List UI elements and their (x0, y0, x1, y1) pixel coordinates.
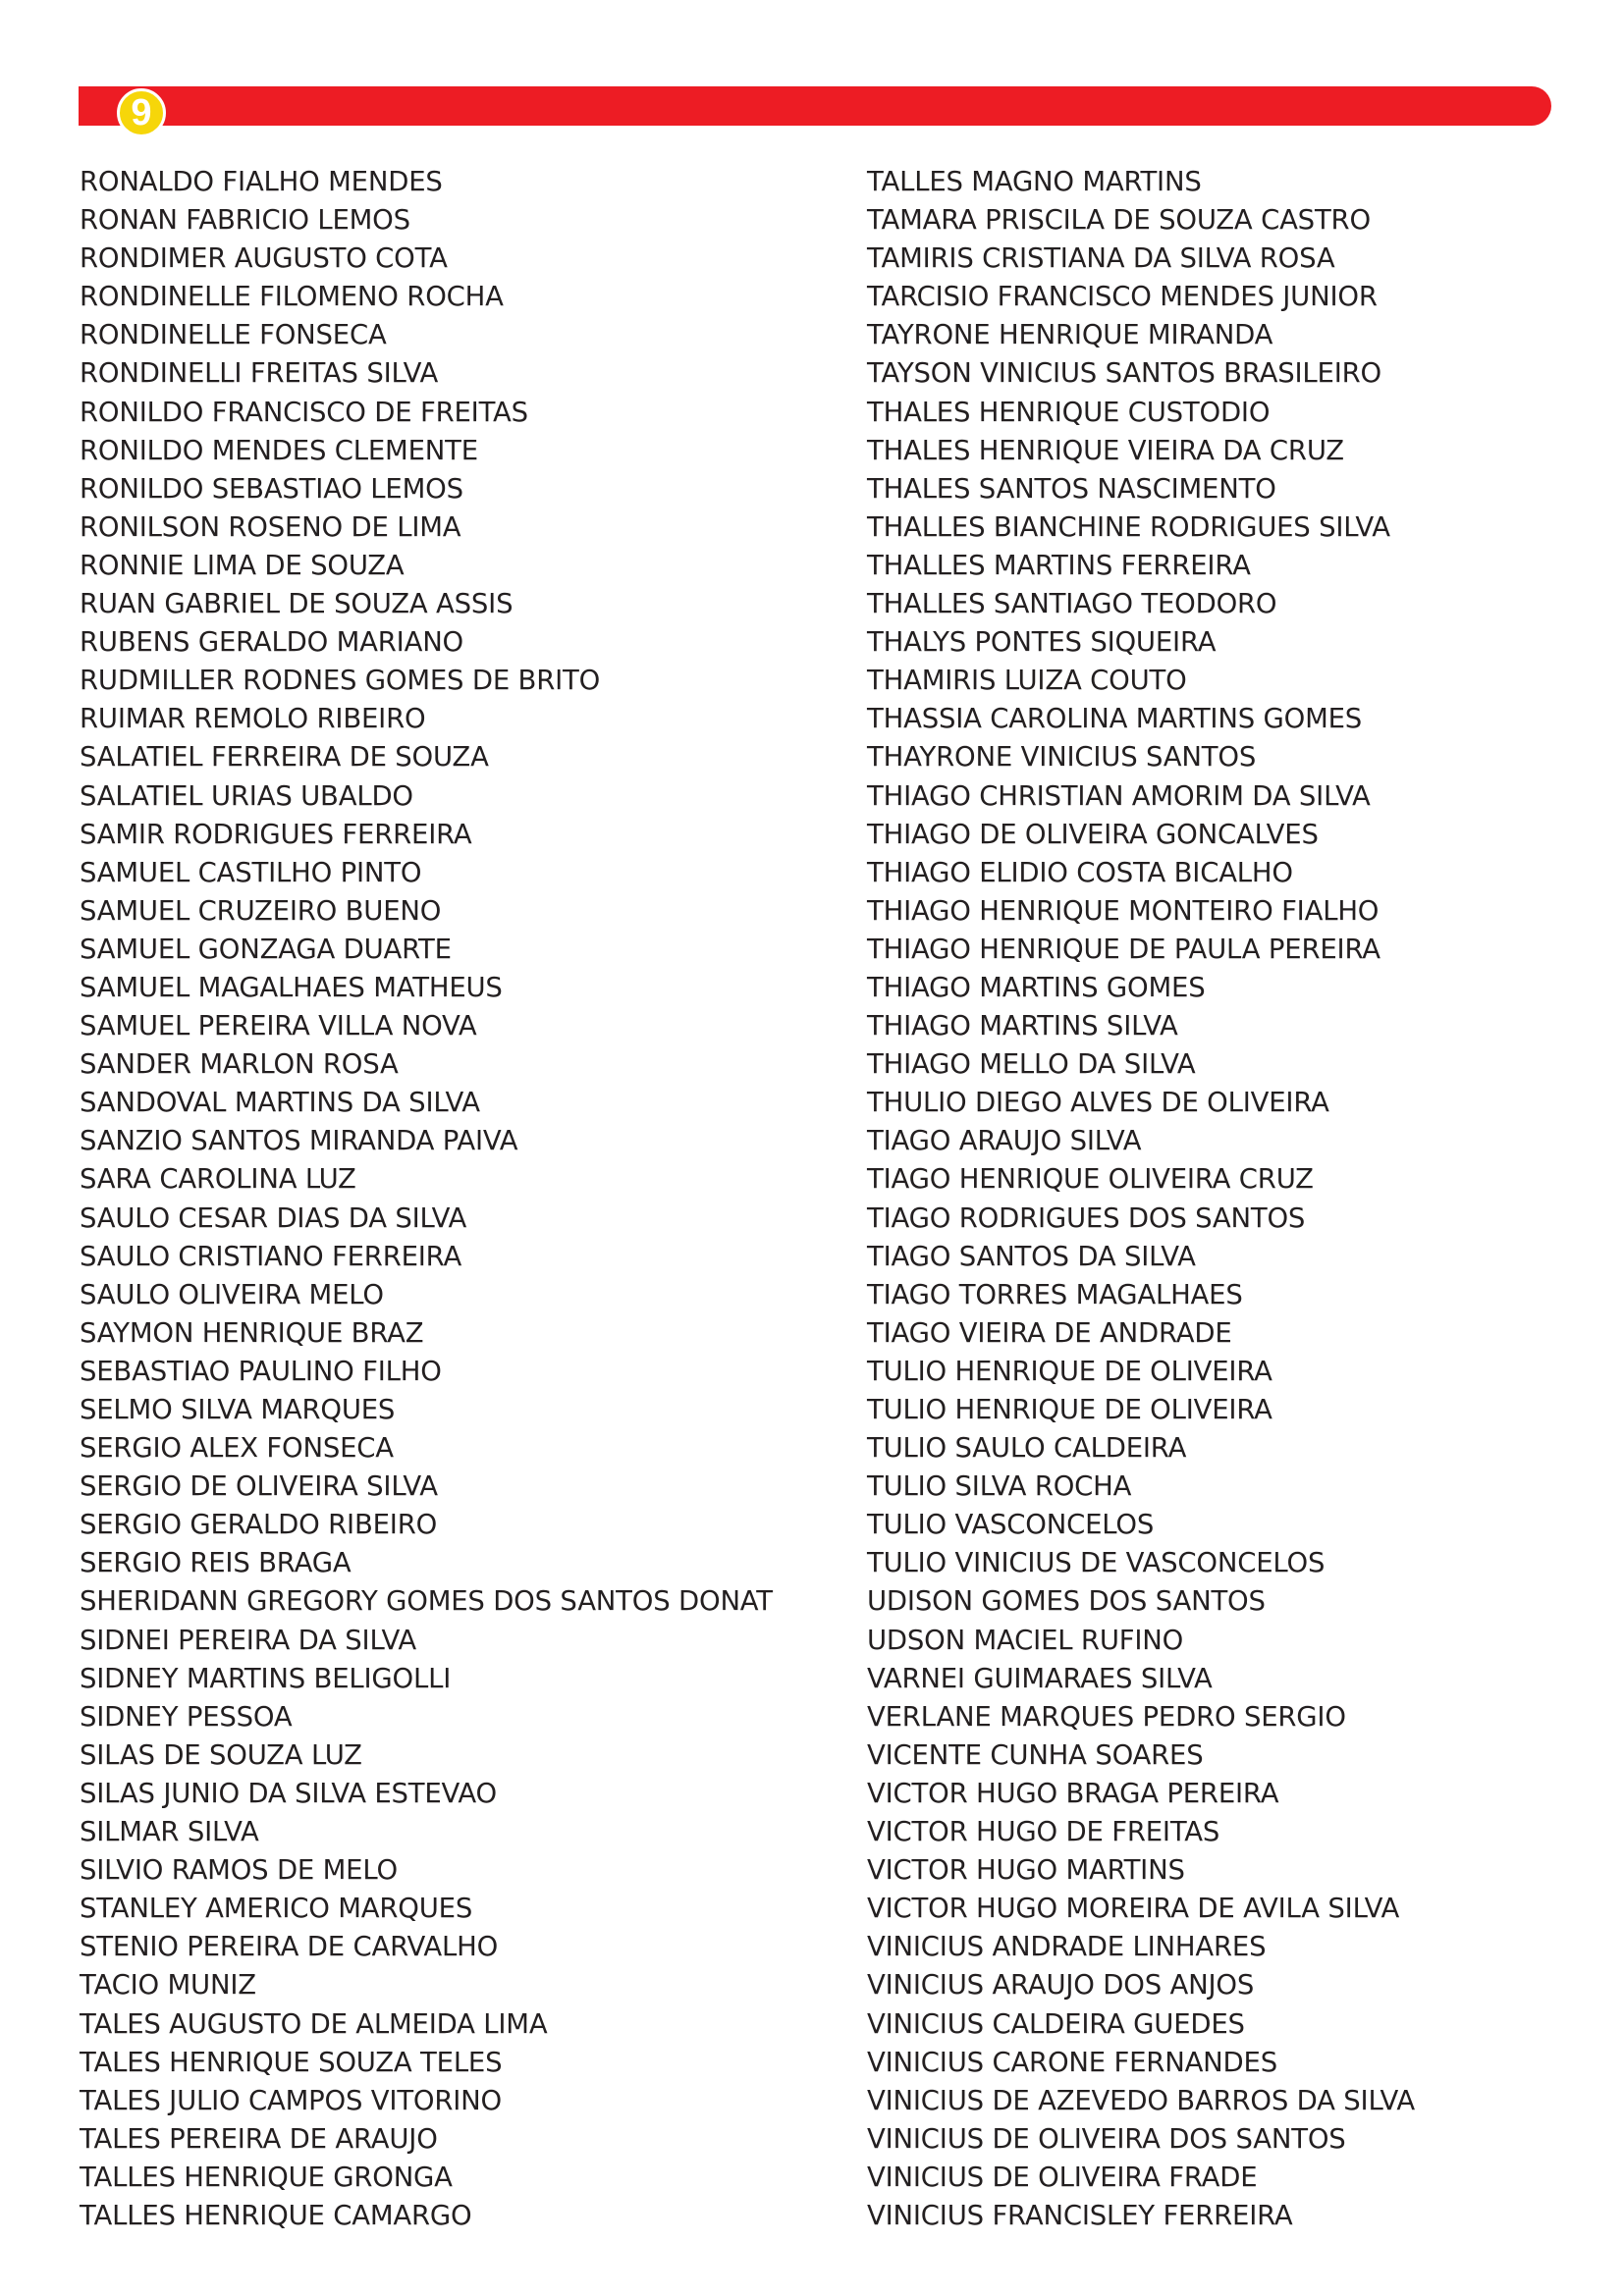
name-entry: UDISON GOMES DOS SANTOS (867, 1585, 1266, 1618)
name-entry: TIAGO ARAUJO SILVA (867, 1125, 1142, 1157)
name-entry: SIDNEY PESSOA (80, 1700, 293, 1733)
name-entry: THALES SANTOS NASCIMENTO (867, 472, 1276, 505)
name-entry: TIAGO SANTOS DA SILVA (867, 1240, 1196, 1272)
name-entry: RUIMAR REMOLO RIBEIRO (80, 703, 426, 735)
name-entry: RUBENS GERALDO MARIANO (80, 626, 464, 659)
name-entry: VARNEI GUIMARAES SILVA (867, 1662, 1213, 1694)
name-entry: SAYMON HENRIQUE BRAZ (80, 1316, 424, 1349)
name-entry: TALLES HENRIQUE CAMARGO (80, 2199, 472, 2231)
name-entry: VICTOR HUGO MARTINS (867, 1854, 1185, 1887)
name-entry: TULIO HENRIQUE DE OLIVEIRA (867, 1355, 1272, 1387)
name-entry: RONDIMER AUGUSTO COTA (80, 242, 448, 275)
name-entry: TALLES HENRIQUE GRONGA (80, 2161, 453, 2193)
name-entry: SIDNEY MARTINS BELIGOLLI (80, 1662, 452, 1694)
name-entry: SERGIO GERALDO RIBEIRO (80, 1509, 438, 1541)
name-entry: TIAGO TORRES MAGALHAES (867, 1278, 1243, 1310)
name-entry: VICTOR HUGO BRAGA PEREIRA (867, 1777, 1279, 1809)
name-entry: VINICIUS ANDRADE LINHARES (867, 1931, 1267, 1963)
name-entry: THIAGO HENRIQUE MONTEIRO FIALHO (867, 894, 1380, 927)
name-entry: SEBASTIAO PAULINO FILHO (80, 1355, 442, 1387)
name-entry: VINICIUS DE OLIVEIRA DOS SANTOS (867, 2122, 1346, 2155)
name-entry: VERLANE MARQUES PEDRO SERGIO (867, 1700, 1346, 1733)
name-entry: RONDINELLE FILOMENO ROCHA (80, 281, 504, 313)
name-entry: TALES AUGUSTO DE ALMEIDA LIMA (80, 2007, 548, 2040)
name-entry: VICTOR HUGO MOREIRA DE AVILA SILVA (867, 1893, 1400, 1925)
name-entry: RONALDO FIALHO MENDES (80, 166, 443, 197)
name-entry: TAMARA PRISCILA DE SOUZA CASTRO (867, 204, 1371, 237)
name-entry: VINICIUS CARONE FERNANDES (867, 2046, 1277, 2078)
name-entry: TIAGO HENRIQUE OLIVEIRA CRUZ (867, 1163, 1314, 1196)
name-entry: RONILDO MENDES CLEMENTE (80, 434, 478, 466)
name-entry: SAMUEL CASTILHO PINTO (80, 856, 422, 888)
name-entry: THAMIRIS LUIZA COUTO (867, 665, 1187, 697)
name-entry: VICENTE CUNHA SOARES (867, 1738, 1204, 1771)
name-entry: THAYRONE VINICIUS SANTOS (867, 741, 1257, 774)
name-entry: STENIO PEREIRA DE CARVALHO (80, 1931, 499, 1963)
name-entry: UDSON MACIEL RUFINO (867, 1624, 1184, 1656)
name-entry: THULIO DIEGO ALVES DE OLIVEIRA (867, 1087, 1329, 1119)
name-entry: SANDOVAL MARTINS DA SILVA (80, 1087, 480, 1119)
name-entry: SILVIO RAMOS DE MELO (80, 1854, 398, 1887)
name-entry: SARA CAROLINA LUZ (80, 1163, 356, 1196)
name-entry: SAULO OLIVEIRA MELO (80, 1278, 384, 1310)
name-entry: TIAGO RODRIGUES DOS SANTOS (867, 1201, 1306, 1234)
name-entry: TAYRONE HENRIQUE MIRANDA (867, 319, 1273, 351)
name-entry: SERGIO ALEX FONSECA (80, 1432, 394, 1465)
name-entry: SAMUEL MAGALHAES MATHEUS (80, 971, 503, 1003)
name-entry: VINICIUS DE AZEVEDO BARROS DA SILVA (867, 2084, 1416, 2116)
name-entry: SANZIO SANTOS MIRANDA PAIVA (80, 1125, 518, 1157)
name-entry: THIAGO MELLO DA SILVA (867, 1048, 1196, 1081)
name-entry: SALATIEL FERREIRA DE SOUZA (80, 741, 489, 774)
name-entry: VINICIUS FRANCISLEY FERREIRA (867, 2199, 1293, 2231)
name-entry: SAULO CRISTIANO FERREIRA (80, 1240, 462, 1272)
name-entry: TACIO MUNIZ (80, 1969, 256, 2002)
name-entry: VINICIUS ARAUJO DOS ANJOS (867, 1969, 1255, 2002)
name-entry: TAMIRIS CRISTIANA DA SILVA ROSA (867, 242, 1335, 275)
name-entry: SAULO CESAR DIAS DA SILVA (80, 1201, 467, 1234)
name-entry: TALES HENRIQUE SOUZA TELES (80, 2046, 503, 2078)
name-entry: THIAGO MARTINS GOMES (867, 971, 1206, 1003)
name-entry: RONILDO SEBASTIAO LEMOS (80, 472, 463, 505)
name-entry: SILMAR SILVA (80, 1816, 259, 1848)
name-entry: THALES HENRIQUE VIEIRA DA CRUZ (867, 434, 1344, 466)
name-entry: VINICIUS DE OLIVEIRA FRADE (867, 2161, 1258, 2193)
name-entry: TAYSON VINICIUS SANTOS BRASILEIRO (867, 357, 1381, 390)
name-entry: TIAGO VIEIRA DE ANDRADE (867, 1316, 1232, 1349)
name-entry: RUDMILLER RODNES GOMES DE BRITO (80, 665, 601, 697)
name-entry: THALES HENRIQUE CUSTODIO (867, 396, 1271, 428)
name-entry: THIAGO ELIDIO COSTA BICALHO (867, 856, 1293, 888)
name-entry: RONNIE LIMA DE SOUZA (80, 549, 405, 581)
name-entry: TALLES MAGNO MARTINS (867, 166, 1202, 197)
name-entry: TALES JULIO CAMPOS VITORINO (80, 2084, 502, 2116)
name-entry: THALYS PONTES SIQUEIRA (867, 626, 1217, 659)
name-entry: TULIO HENRIQUE DE OLIVEIRA (867, 1394, 1272, 1425)
name-entry: RONILSON ROSENO DE LIMA (80, 510, 461, 543)
name-entry: THALLES SANTIAGO TEODORO (867, 588, 1277, 620)
name-entry: THALLES MARTINS FERREIRA (867, 549, 1251, 581)
name-entry: SIDNEI PEREIRA DA SILVA (80, 1624, 417, 1656)
name-entry: SILAS DE SOUZA LUZ (80, 1738, 362, 1771)
name-entry: SAMUEL GONZAGA DUARTE (80, 933, 452, 965)
name-entry: TALES PEREIRA DE ARAUJO (80, 2122, 438, 2155)
name-entry: SERGIO DE OLIVEIRA SILVA (80, 1470, 438, 1503)
name-entry: SILAS JUNIO DA SILVA ESTEVAO (80, 1777, 497, 1809)
name-entry: RUAN GABRIEL DE SOUZA ASSIS (80, 588, 514, 620)
name-entry: SANDER MARLON ROSA (80, 1048, 399, 1081)
names-column-left (80, 163, 773, 2235)
name-entry: SHERIDANN GREGORY GOMES DOS SANTOS DONAT (80, 1585, 773, 1618)
name-entry: THIAGO CHRISTIAN AMORIM DA SILVA (867, 779, 1371, 812)
name-entry: THIAGO HENRIQUE DE PAULA PEREIRA (867, 933, 1380, 965)
name-entry: SELMO SILVA MARQUES (80, 1394, 396, 1425)
name-entry: SAMIR RODRIGUES FERREIRA (80, 818, 472, 850)
name-entry: THIAGO MARTINS SILVA (867, 1010, 1178, 1042)
name-entry: RONDINELLE FONSECA (80, 319, 387, 351)
page-number-badge (117, 88, 166, 137)
name-entry: THASSIA CAROLINA MARTINS GOMES (867, 703, 1363, 735)
name-entry: TULIO VASCONCELOS (867, 1509, 1155, 1541)
names-column-right (867, 163, 1415, 2235)
name-entry: STANLEY AMERICO MARQUES (80, 1893, 473, 1925)
name-entry: TULIO SAULO CALDEIRA (867, 1432, 1187, 1465)
name-entry: SAMUEL CRUZEIRO BUENO (80, 894, 442, 927)
name-entry: VICTOR HUGO DE FREITAS (867, 1816, 1220, 1848)
name-entry: TULIO VINICIUS DE VASCONCELOS (867, 1547, 1326, 1579)
header-bar (79, 86, 1551, 126)
name-entry: SERGIO REIS BRAGA (80, 1547, 352, 1579)
name-entry: RONILDO FRANCISCO DE FREITAS (80, 396, 528, 428)
name-entry: TULIO SILVA ROCHA (867, 1470, 1132, 1503)
name-entry: THIAGO DE OLIVEIRA GONCALVES (867, 818, 1319, 850)
name-entry: RONDINELLI FREITAS SILVA (80, 357, 439, 390)
name-entry: TARCISIO FRANCISCO MENDES JUNIOR (867, 281, 1378, 313)
name-entry: VINICIUS CALDEIRA GUEDES (867, 2007, 1245, 2040)
name-entry: SALATIEL URIAS UBALDO (80, 779, 413, 812)
page-number: 9 (131, 92, 152, 133)
name-entry: THALLES BIANCHINE RODRIGUES SILVA (867, 510, 1390, 543)
name-entry: SAMUEL PEREIRA VILLA NOVA (80, 1010, 477, 1042)
name-entry: RONAN FABRICIO LEMOS (80, 204, 410, 237)
